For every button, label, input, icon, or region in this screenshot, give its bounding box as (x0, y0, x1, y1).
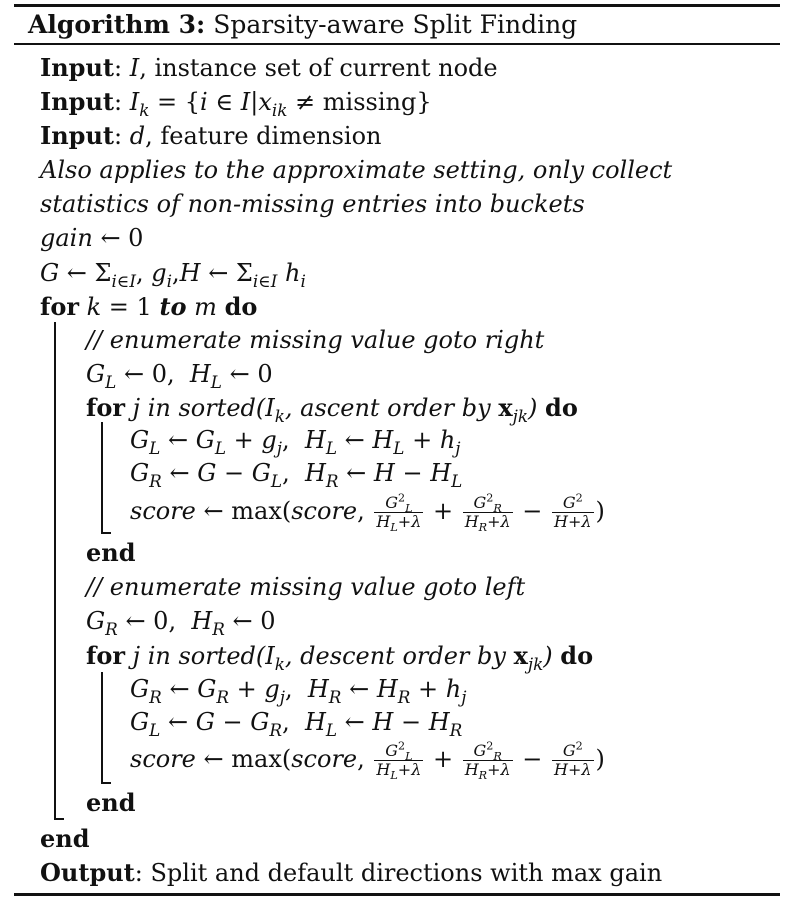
input-feature-dimension: Input: d, feature dimension (40, 121, 382, 150)
comment-approximate-2: statistics of non-missing entries into buckets (40, 190, 585, 218)
output-line: Output: Split and default directions with max gain (40, 858, 663, 887)
top-rule (14, 4, 780, 7)
score-update-d: score ← max(score, $\frac{G^2_L}{H_L+\lambda}$ + $\frac{G^2_R}{H_R+\lambda}$ − $\frac{G^2}{H+\lambda}$ ) (130, 739, 605, 783)
comment-goto-right: // enumerate missing value goto right (86, 326, 545, 354)
caption-rule (14, 43, 780, 45)
algorithm-caption (28, 9, 577, 41)
reset-left-stats: $G_L$ ← 0, $H_L$ ← 0 (86, 360, 273, 392)
caption-label: Algorithm 3: (28, 10, 206, 39)
input-instance-set: Input: I, instance set of current node (40, 53, 498, 82)
input-nonmissing-set: Input: $I_k = \{i$ ∈ $I|x_{ik} \ne missing$} (40, 87, 432, 120)
for-j-descent: for j in $sorted(I_k$, descent order by $x_{jk}$) do (86, 641, 594, 674)
for-k-scope-line (54, 322, 56, 820)
comment-approximate-1: Also applies to the approximate setting, only collect (40, 156, 673, 184)
descent-scope-line (101, 672, 103, 784)
end-for-ascent: end (86, 538, 136, 567)
ascent-scope-line (101, 422, 103, 534)
init-sums: G ← $\Sigma_{i\in I}$, $g_i,H$ ← $\Sigma_{i\in I}$ $h_i$ (40, 259, 306, 291)
caption-title: Sparsity-aware Split Finding (213, 10, 578, 39)
end-for-descent: end (86, 788, 136, 817)
update-left-stats-d: $G_L$ ← $G - G_R$, $H_L$ ← $H - H_R$ (130, 708, 463, 740)
end-for-k: end (40, 824, 90, 853)
update-right-stats-d: $G_R$ ← $G_R + g_j$, $H_R$ ← $H_R + h_j$ (130, 675, 467, 707)
score-update-a: score ← max(score, $\frac{G^2_L}{H_L+\lambda}$ + $\frac{G^2_R}{H_R+\lambda}$ − $\frac{G^2}{H+\lambda}$ ) (130, 491, 605, 535)
bottom-rule (14, 893, 780, 896)
comment-goto-left: // enumerate missing value goto left (86, 573, 526, 601)
for-j-ascent: for j in $sorted(I_k$, ascent order by $x_{jk}$) do (86, 393, 578, 426)
update-right-stats-a: $G_R$ ← $G - G_L$, $H_R$ ← $H - H_L$ (130, 459, 463, 491)
init-gain: gain ← 0 (40, 224, 144, 252)
reset-right-stats: $G_R$ ← 0, $H_R$ ← 0 (86, 607, 276, 639)
update-left-stats-a: $G_L$ ← $G_L + g_j$, $H_L$ ← $H_L + h_j$ (130, 426, 461, 458)
for-k-loop: for k = 1 to m do (40, 292, 258, 321)
